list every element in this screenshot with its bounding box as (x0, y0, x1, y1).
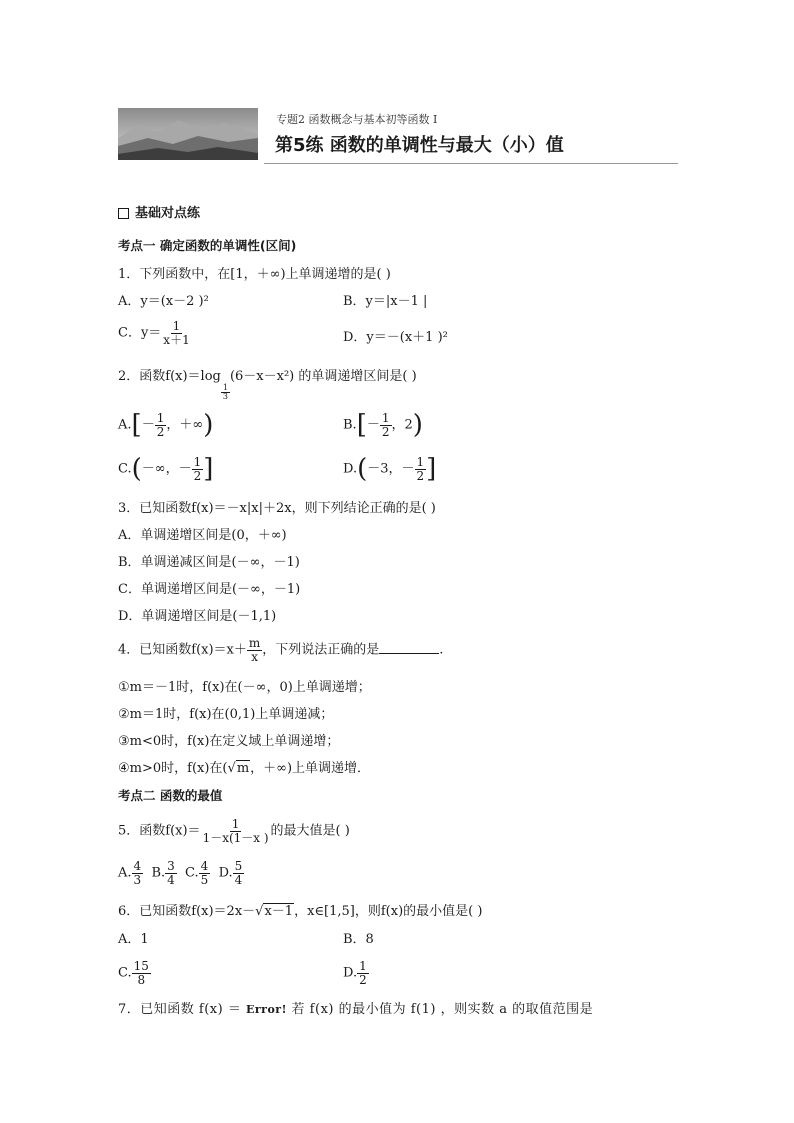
q4-stem: 4．已知函数f(x)＝x＋ $\frac{m}{x}$ ，下列说法正确的是 . (118, 636, 444, 664)
q6-option-d: D. $\frac{1}{2}$ (343, 959, 367, 987)
q4-statement-3: ③m<0时，f(x)在定义域上单调递增； (118, 734, 340, 749)
q1-option-c: C．y＝ $\frac{1}{x+1}$ (118, 319, 190, 347)
q7-stem: 7．已知函数 f(x) ＝ Error! 若 f(x) 的最小值为 f(1) ，则实数 a 的取值范围是 (118, 1002, 594, 1017)
q1-option-a: A．y＝(x－2 )² (118, 294, 209, 309)
section-heading (118, 207, 200, 220)
header-divider (264, 163, 678, 164)
q6-option-b: B．8 (343, 932, 374, 947)
q6-option-a: A．1 (118, 932, 149, 947)
q2-option-a: A.[－ $\frac{1}{2}$ ，＋∞) (118, 410, 214, 441)
fraction: $\frac{1}{x+1}$ (163, 319, 190, 347)
q1-option-b: B．y＝|x－1 | (343, 294, 428, 309)
q5-stem: 5．函数f(x)＝ $\frac{1}{1-x(1-x )}$ 的最大值是( ) (118, 817, 350, 845)
q6-stem: 6．已知函数f(x)＝2x－√x－1，x∈[1,5]，则f(x)的最小值是( ) (118, 904, 483, 919)
q3-option-d: D．单调递增区间是(－1,1) (118, 609, 277, 624)
log-base: $\frac{1}{3}$ (222, 383, 228, 402)
q1-option-d: D．y＝－(x＋1 )² (343, 330, 448, 345)
q5-options: A. $\frac{4}{3}$ B. $\frac{3}{4}$ C. $\frac{4}{5}$ D. $\frac{5}{4}$ (118, 859, 243, 887)
q2-stem: 2．函数f(x)＝log $\frac{1}{3}$ (6－x－x²) 的单调递增区间是( ) (118, 369, 417, 402)
q1-stem: 1．下列函数中，在[1，＋∞)上单调递增的是( ) (118, 267, 391, 282)
kaodian-1-heading: 考点一 确定函数的单调性(区间) (118, 238, 297, 253)
page-title: 第5练 函数的单调性与最大（小）值 (275, 135, 564, 156)
q2-option-d: D.(－3，－ $\frac{1}{2}$ ] (343, 454, 437, 485)
q3-option-b: B．单调递减区间是(－∞，－1) (118, 555, 300, 570)
kaodian-2-heading: 考点二 函数的最值 (118, 788, 223, 803)
q3-option-c: C．单调递增区间是(－∞，－1) (118, 582, 301, 597)
q3-option-a: A．单调递增区间是(0，＋∞) (118, 528, 287, 543)
section-label: 基础对点练 (135, 206, 201, 221)
q4-statement-4: ④m>0时，f(x)在(√m，＋∞)上单调递增． (118, 761, 371, 776)
q4-statement-1: ①m＝－1时，f(x)在(－∞，0)上单调递增； (118, 680, 371, 695)
error-marker: Error! (245, 1003, 287, 1016)
q2-option-b: B.[－ $\frac{1}{2}$ ，2) (343, 410, 423, 441)
header-subtitle: 专题2 函数概念与基本初等函数 I (276, 113, 438, 126)
checkbox-icon (118, 208, 129, 219)
q3-stem: 3．已知函数f(x)＝－x|x|＋2x，则下列结论正确的是( ) (118, 501, 436, 516)
q2-option-c: C.(－∞，－ $\frac{1}{2}$ ] (118, 454, 214, 485)
header-landscape-image (118, 108, 258, 160)
q4-statement-2: ②m＝1时，f(x)在(0,1)上单调递减； (118, 707, 334, 722)
q6-option-c: C. $\frac{15}{8}$ (118, 959, 149, 987)
answer-blank (379, 641, 439, 654)
